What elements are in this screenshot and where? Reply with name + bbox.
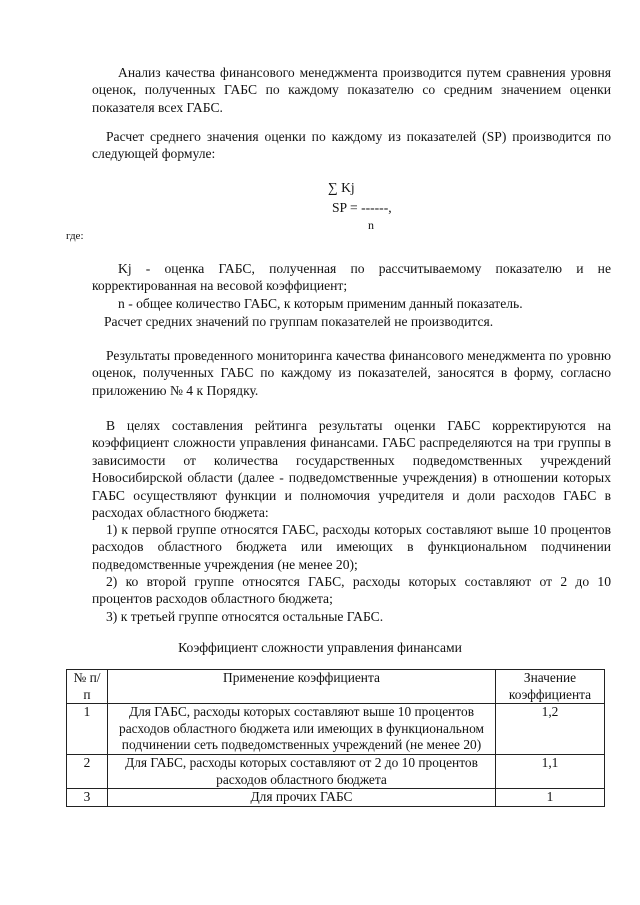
paragraph-average-calc: Расчет среднего значения оценки по каждому из показателей (SP) производится по следующей формуле: <box>92 129 611 162</box>
paragraph-group-3: 3) к третьей группе относятся остальные ГАБС. <box>106 609 384 624</box>
row-description: Для прочих ГАБС <box>108 789 496 807</box>
where-label: где: <box>66 230 84 242</box>
paragraph-no-group-averages: Расчет средних значений по группам показателей не производится. <box>104 314 494 329</box>
paragraph-n-definition: n - общее количество ГАБС, к которым применим данный показатель. <box>118 296 523 311</box>
formula-sp <box>290 180 420 232</box>
paragraph-analysis: Анализ качества финансового менеджмента производится путем сравнения уровня оценок, полученных ГАБС по каждому показателю со средним значением оценки показателя всех ГАБС. <box>92 65 611 115</box>
formula-numerator: ∑ Kj <box>328 180 355 195</box>
row-value: 1,1 <box>496 754 605 788</box>
row-number: 2 <box>67 754 108 788</box>
row-description: Для ГАБС, расходы которых составляют выше 10 процентов расходов областного бюджета или имеющих в функциональном подчинении сеть подведомственных учреждений (не менее 20) <box>108 704 496 755</box>
row-number: 3 <box>67 789 108 807</box>
paragraph-rating-groups: В целях составления рейтинга результаты оценки ГАБС корректируются на коэффициент сложности управления финансами. ГАБС распределяются на три группы в зависимости от количества государственных подведомственных учреждений Новосибирской области (далее - подведомственные учреждения) в отношении которых ГАБС осуществляют функции и полномочия учредителя и доли расходов ГАБС в расходах областного бюджета: <box>92 418 611 521</box>
coefficient-table <box>66 669 605 807</box>
table-row <box>67 789 605 807</box>
table-caption: Коэффициент сложности управления финансами <box>178 640 462 655</box>
row-value: 1,2 <box>496 704 605 755</box>
header-number: № п/п <box>67 670 108 704</box>
header-application: Применение коэффициента <box>108 670 496 704</box>
paragraph-group-2: 2) ко второй группе относятся ГАБС, расходы которых составляют от 2 до 10 процентов расходов областного бюджета; <box>92 574 611 607</box>
table-row <box>67 704 605 755</box>
row-value: 1 <box>496 789 605 807</box>
formula-denominator: n <box>368 218 374 232</box>
table-header-row <box>67 670 605 704</box>
paragraph-kj-definition: Kj - оценка ГАБС, полученная по рассчитываемому показателю и не корректированная на весовой коэффициент; <box>92 261 611 294</box>
table-row <box>67 754 605 788</box>
paragraph-monitoring-results: Результаты проведенного мониторинга качества финансового менеджмента по уровню оценок, полученных ГАБС по каждому из показателей, заносятся в форму, согласно приложению № 4 к Порядку. <box>92 348 611 398</box>
header-value: Значение коэффициента <box>496 670 605 704</box>
paragraph-group-1: 1) к первой группе относятся ГАБС, расходы которых составляют выше 10 процентов расходов областного бюджета или имеющих в функциональном подчинении подведомственные учреждения (не менее 20); <box>92 522 611 572</box>
formula-lhs: SP = ------, <box>332 200 392 215</box>
row-number: 1 <box>67 704 108 755</box>
row-description: Для ГАБС, расходы которых составляют от 2 до 10 процентов расходов областного бюджета <box>108 754 496 788</box>
